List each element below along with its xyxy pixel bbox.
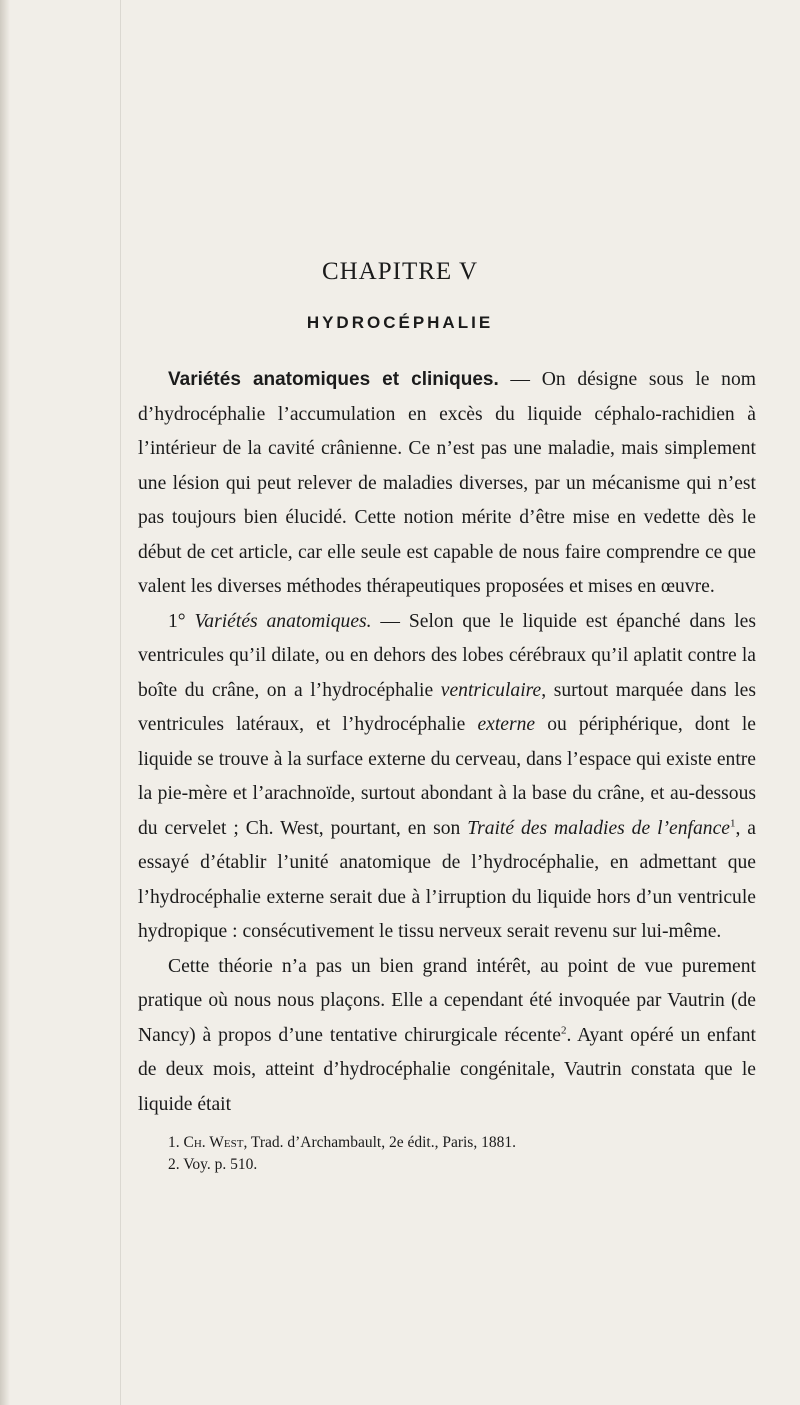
paragraph-2-text-c: ou périphérique, dont le liquide se trouve à la surface externe du cerveau, dans l’espace qui existe entre la pie-mère et l’arachnoïde, surtout abondant à la base du crâne, et au-dessous du cervelet ; Ch. West, pourtant, en son xyxy=(138,714,756,839)
paragraph-3 xyxy=(138,950,756,1123)
footnote-ref-2: 2 xyxy=(560,1023,567,1036)
footnote-2-text: Voy. p. 510. xyxy=(183,1156,258,1173)
paragraph-1-text: — On désigne sous le nom d’hydrocéphalie l’accumulation en excès du liquide céphalo-rachidien à l’intérieur de la cavité crânienne. Ce n’est pas une maladie, mais simplement une lésion qui peut relever de maladies diverses, par un mécanisme qui n’est pas toujours bien élucidé. Cette notion mérite d’être mise en vedette dès le début de cet article, car elle seule est capable de nous faire comprendre ce que valent les diverses méthodes thérapeutiques proposées et mises en œuvre. xyxy=(138,369,756,597)
paragraph-2-text-d: , a essayé d’établir l’unité anatomique de l’hydrocéphalie, en admettant que l’hydrocéphalie externe serait due à l’irruption du liquide hors d’un ventricule hydropique : consécutivement le tissu nerveux serait revenu sur lui-même. xyxy=(138,817,756,942)
footnote-ref-1: 1 xyxy=(729,816,736,829)
footnote-1-text: , Trad. d’Archambault, 2e édit., Paris, 1881. xyxy=(243,1134,516,1151)
book-title-citation: Traité des maladies de l’enfance xyxy=(467,817,730,839)
chapter-title: CHAPITRE V xyxy=(321,258,479,285)
paragraph-1 xyxy=(138,363,756,605)
term-externe: externe xyxy=(477,714,536,735)
footnote-1-author: Ch. West xyxy=(183,1134,244,1151)
paragraph-lead-heading: Variétés anatomiques et cliniques. xyxy=(168,369,499,390)
footnotes xyxy=(168,1132,758,1176)
paragraph-2-text-a: — Selon que le liquide est épanché dans les ventricules qu’il dilate, ou en dehors des lobes cérébraux qu’il aplatit contre la boîte du crâne, on a l’hydrocéphalie xyxy=(138,610,756,701)
paragraph-3-text-a: Cette théorie n’a pas un bien grand intérêt, au point de vue purement pratique où nous nous plaçons. Elle a cependant été invoquée par Vautrin (de Nancy) à propos d’une tentative chirurgicale récente xyxy=(138,955,756,1046)
footnote-2 xyxy=(168,1154,758,1176)
footnote-1 xyxy=(168,1132,758,1154)
chapter-subtitle: HYDROCÉPHALIE xyxy=(306,313,494,332)
paragraph-2-text-b: , surtout marquée dans les ventricules latéraux, et l’hydrocéphalie xyxy=(138,679,756,735)
paragraph-2 xyxy=(138,605,756,950)
footnote-1-marker: 1. xyxy=(168,1134,180,1151)
paragraph-2-number: 1° xyxy=(168,610,186,632)
term-ventriculaire: ventriculaire xyxy=(440,679,542,701)
paragraph-3-text-b: . Ayant opéré un enfant de deux mois, atteint d’hydrocéphalie congénitale, Vautrin constata que le liquide était xyxy=(138,1024,757,1115)
body-text xyxy=(138,363,756,1122)
footnote-2-marker: 2. xyxy=(168,1156,180,1173)
paragraph-2-heading: Variétés anatomiques. xyxy=(194,610,372,632)
